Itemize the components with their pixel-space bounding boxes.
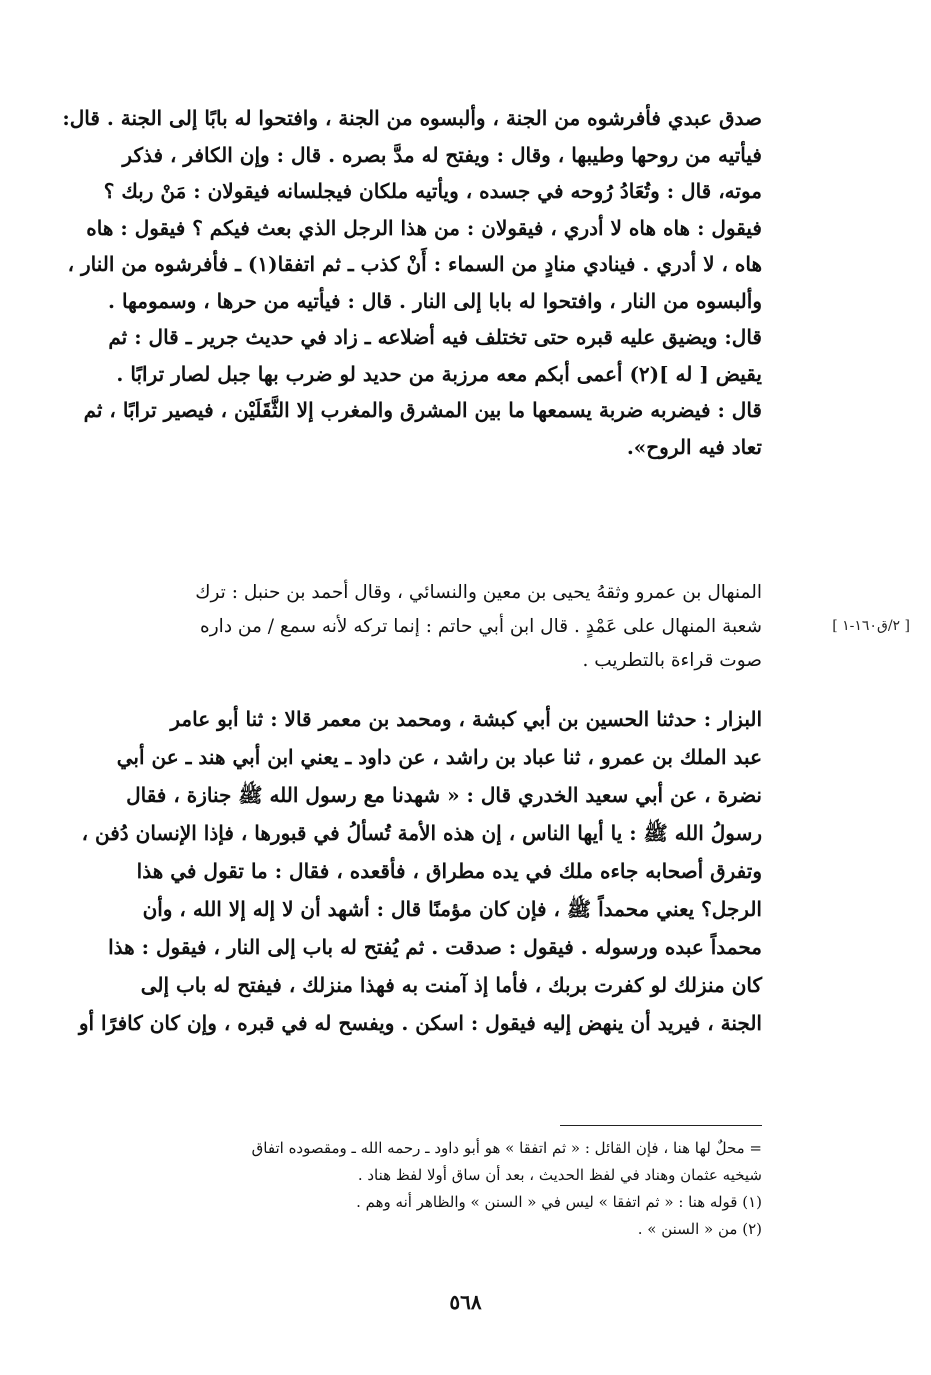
text-line: قال: ويضيق عليه قبره حتى تختلف فيه أضلاعه ـ زاد في حديث جرير ـ قال : ثم [108,325,762,349]
footnotes [122,1135,762,1243]
first-line-rest: : حدثنا الحسين بن أبي كبشة ، ومحمد بن معمر قالا : ثنا أبو عامر [170,707,719,731]
text-line: كان منزلك لو كفرت بربك ، فأما إذ آمنت به فهذا منزلك ، فيفتح له باب إلى [140,973,762,997]
text-line: المنهال بن عمرو وثقهُ يحيى بن معين والنسائي ، وقال أحمد بن حنبل : ترك [195,582,762,603]
bazzar-hadith-paragraph [78,700,762,1042]
text-line: موته، قال : وتُعَادُ رُوحه في جسده ، ويأتيه ملكان فيجلسانه فيقولان : مَنْ ربك ؟ [103,179,762,203]
text-line: تعاد فيه الروح». [626,434,762,459]
footnote-line: شيخيه عثمان وهناد في لفظ الحديث ، بعد أن ساق أولا لفظ هناد . [357,1166,762,1184]
footnote-line: (١) قوله هنا : « ثم اتفقا » ليس في « السنن » والظاهر أنه وهم . [356,1193,762,1211]
text-line: فيأتيه من روحها وطيبها ، وقال : ويفتح له مدَّ بصره . قال : وإن الكافر ، فذكر [122,142,762,167]
footnote-line: (٢) من « السنن » . [637,1220,762,1238]
text-line: وتفرق أصحابه جاءه ملك في يده مطراق ، فأقعده ، فقال : ما تقول في هذا [136,859,762,883]
narrator-note-paragraph [122,576,762,678]
text-line-first [122,700,762,738]
text-line: نضرة ، عن أبي سعيد الخدري قال : « شهدنا مع رسول الله ﷺ جنازة ، فقال [126,783,762,807]
text-line: صدق عبدي فأفرشوه من الجنة ، وألبسوه من الجنة ، وافتحوا له بابًا إلى الجنة . قال: [62,106,762,130]
footnote-divider [560,1125,762,1126]
text-line: هاه ، لا أدري . فينادي منادٍ من السماء : أَنْ كذب ـ ثم اتفقا(١) ـ فأفرشوه من النار ، [67,252,762,276]
text-line: رسولُ الله ﷺ : يا أيها الناس ، إن هذه الأمة تُسألُ في قبورها ، فإذا الإنسان دُفن ، [81,821,762,845]
text-line: الجنة ، فيريد أن ينهض إليه فيقول : اسكن . ويفسح له في قبره ، وإن كان كافرًا أو [78,1011,762,1035]
text-line: فيقول : هاه هاه لا أدري ، فيقولان : من هذا الرجل الذي بعث فيكم ؟ فيقول : هاه [86,215,762,240]
text-line: عبد الملك بن عمرو ، ثنا عباد بن راشد ، عن داود ـ يعني ابن أبي هند ـ عن أبي [116,745,762,769]
source-label: البزار [718,707,762,731]
text-line: الرجل؟ يعني محمداً ﷺ ، فإن كان مؤمنًا قال : أشهد أن لا إله إلا الله ، وأن [142,897,762,921]
text-line: شعبة المنهال على عَمْدٍ . قال ابن أبي حاتم : إنما تركه لأنه سمع / من داره [200,616,762,637]
text-line: يقيض [ له ](٢) أعمى أبكم معه مرزبة من حديد لو ضرب بها جبل لصار ترابًا . [116,361,762,386]
text-line: صوت قراءة بالتطريب . [582,650,762,671]
hadith-continuation-paragraph [62,100,762,465]
text-line: محمداً عبده ورسوله . فيقول : صدقت . ثم يُفتح له باب إلى النار ، فيقول : هذا [108,935,762,959]
text-line: وألبسوه من النار ، وافتحوا له بابا إلى النار . قال : فيأتيه من حرها ، وسمومها . [108,288,762,313]
manuscript-margin-reference: [ ٢/ق١٦٠-١ ] [832,618,910,634]
footnote-line: = محلٌ لها هنا ، فإن القائل : « ثم اتفقا » هو أبو داود ـ رحمه الله ـ ومقصوده اتفاق [251,1139,762,1157]
text-line: قال : فيضربه ضربة يسمعها ما بين المشرق والمغرب إلا الثَّقَلَيْن ، فيصير ترابًا ، ثم [83,398,762,422]
page-number: ٥٦٨ [449,1290,482,1314]
